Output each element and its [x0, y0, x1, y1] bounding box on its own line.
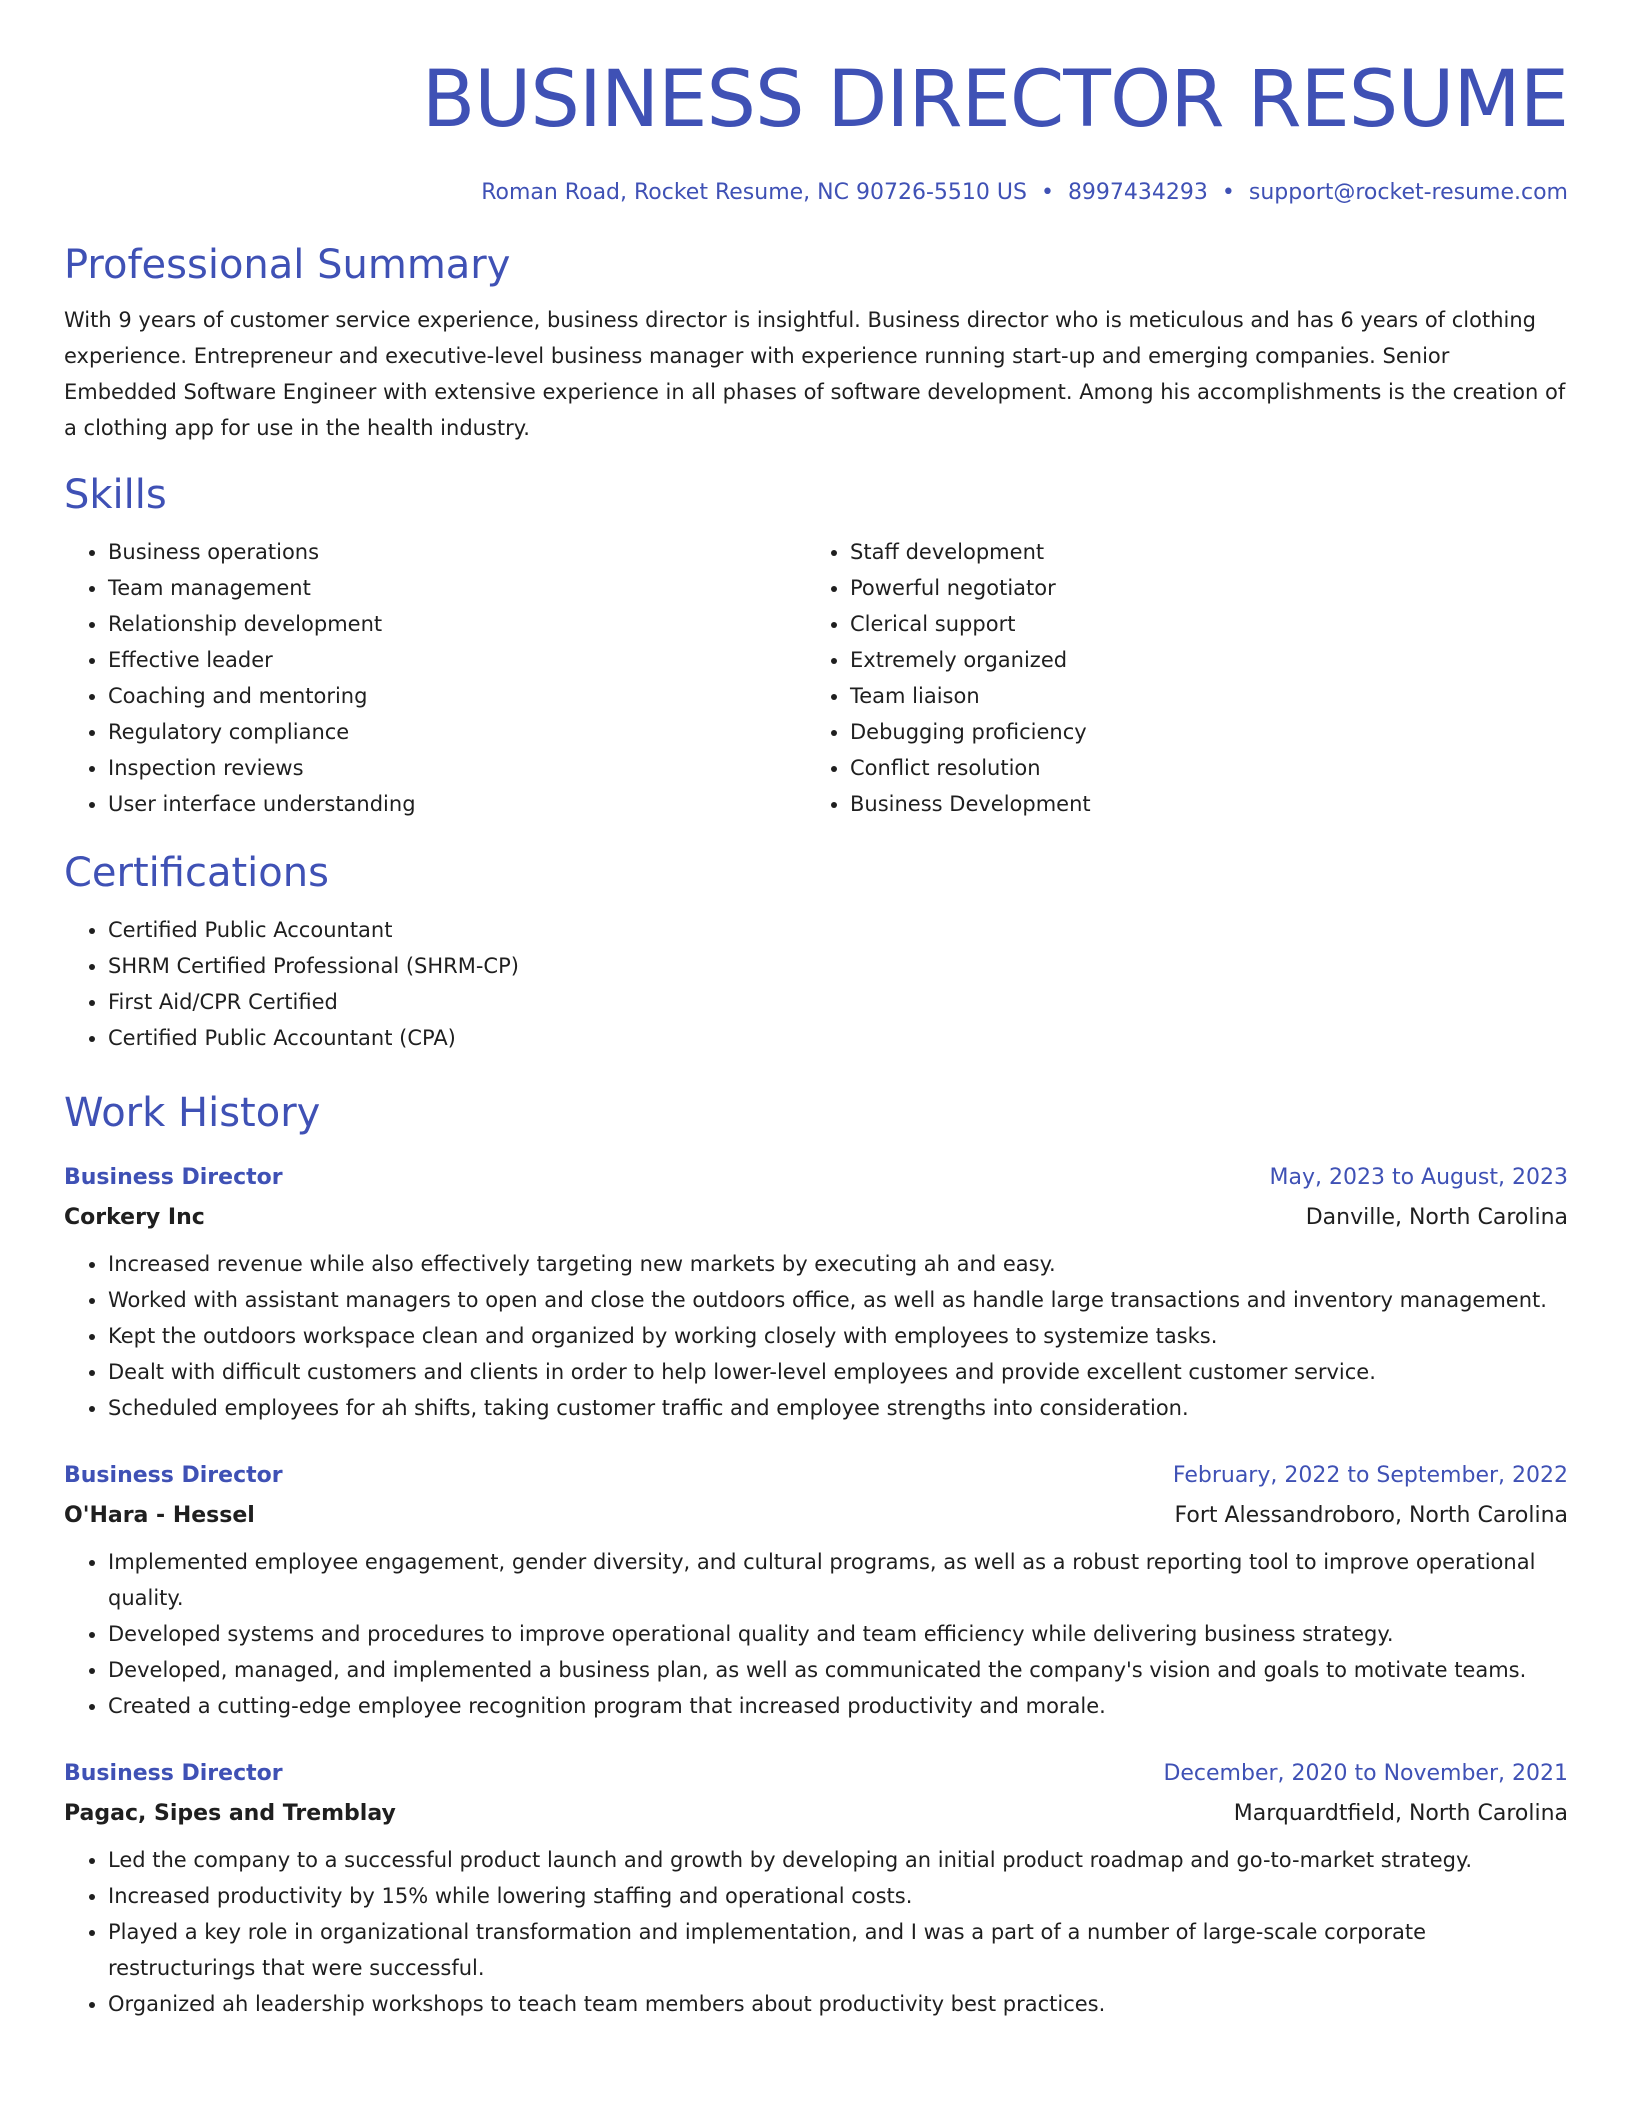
certification-item: • Certified Public Accountant (CPA) [108, 1020, 1568, 1056]
job-location: Marquardtfield, North Carolina [1233, 1801, 1568, 1826]
certification-item: • SHRM Certified Professional (SHRM-CP) [108, 948, 1568, 984]
section-heading-summary: Professional Summary [64, 242, 511, 288]
job-location: Fort Alessandroboro, North Carolina [1174, 1503, 1568, 1528]
job-subheader [64, 1198, 1568, 1238]
work-history-section [64, 1086, 1568, 2022]
job-bullet: • Developed systems and procedures to improve operational quality and team efficiency while delivering business strategy. [108, 1616, 1568, 1652]
job-role: Business Director [64, 1463, 283, 1488]
job-role: Business Director [64, 1165, 283, 1190]
skill-item: • Staff development [850, 534, 1548, 570]
job-bullet: • Increased revenue while also effectively targeting new markets by executing ah and easy. [108, 1246, 1568, 1282]
certifications-section [64, 846, 1568, 1056]
skill-item: • Business Development [850, 786, 1548, 822]
skill-item: • Regulatory compliance [108, 714, 806, 750]
job-dates: May, 2023 to August, 2023 [1269, 1165, 1568, 1190]
summary-section [64, 238, 1568, 446]
job-location: Danville, North Carolina [1305, 1205, 1568, 1230]
job-bullet: • Played a key role in organizational transformation and implementation, and I was a part of a number of large-scale corporate restructurings that were successful. [108, 1914, 1568, 1986]
job-dates: February, 2022 to September, 2022 [1172, 1463, 1568, 1488]
job-subheader [64, 1496, 1568, 1536]
job-entry [64, 1158, 1568, 1426]
certification-item: • First Aid/CPR Certified [108, 984, 1568, 1020]
skill-item: • Coaching and mentoring [108, 678, 806, 714]
contact-address: Roman Road, Rocket Resume, NC 90726-5510 US [481, 180, 1027, 205]
skills-section [64, 468, 1568, 822]
resume-title: BUSINESS DIRECTOR RESUME [421, 55, 1568, 145]
job-role: Business Director [64, 1761, 283, 1786]
certification-item: • Certified Public Accountant [108, 912, 1568, 948]
job-bullet: • Scheduled employees for ah shifts, taking customer traffic and employee strengths into consideration. [108, 1390, 1568, 1426]
job-company: Pagac, Sipes and Tremblay [64, 1801, 396, 1826]
skill-item: • Team management [108, 570, 806, 606]
job-subheader [64, 1794, 1568, 1834]
summary-text: With 9 years of customer service experience, business director is insightful. Business director who is meticulous and has 6 years of clothing experience. Entrepreneur and executive-level business manager with experience running start-up and emerging companies. Senior Embedded Software Engineer with extensive experience in all phases of software development. Among his accomplishments is the creation of a clothing app for use in the health industry. [64, 308, 1566, 440]
skill-item: • Debugging proficiency [850, 714, 1548, 750]
job-header [64, 1158, 1568, 1198]
job-bullet: • Organized ah leadership workshops to teach team members about productivity best practices. [108, 1986, 1568, 2022]
skill-item: • Effective leader [108, 642, 806, 678]
job-entry [64, 1754, 1568, 2022]
skill-item: • Clerical support [850, 606, 1548, 642]
job-company: Corkery Inc [64, 1205, 205, 1230]
certifications-list [64, 912, 1568, 1056]
job-company: O'Hara - Hessel [64, 1503, 255, 1528]
contact-phone: 8997434293 [1067, 180, 1208, 205]
contact-separator: • [1221, 180, 1235, 205]
job-bullet: • Kept the outdoors workspace clean and organized by working closely with employees to systemize tasks. [108, 1318, 1568, 1354]
job-bullet: • Created a cutting-edge employee recognition program that increased productivity and morale. [108, 1688, 1568, 1724]
job-dates: December, 2020 to November, 2021 [1163, 1761, 1568, 1786]
skill-item: • Relationship development [108, 606, 806, 642]
job-header [64, 1754, 1568, 1794]
job-bullets [64, 1544, 1568, 1724]
skill-item: • Extremely organized [850, 642, 1548, 678]
job-bullets [64, 1842, 1568, 2022]
skills-list-right [806, 534, 1548, 822]
skill-item: • Team liaison [850, 678, 1548, 714]
job-header [64, 1456, 1568, 1496]
job-bullet: • Implemented employee engagement, gender diversity, and cultural programs, as well as a robust reporting tool to improve operational quality. [108, 1544, 1568, 1616]
skill-item: • Conflict resolution [850, 750, 1548, 786]
section-heading-skills: Skills [64, 472, 167, 518]
section-heading-certifications: Certifications [64, 850, 329, 896]
skill-item: • Powerful negotiator [850, 570, 1548, 606]
job-bullet: • Worked with assistant managers to open and close the outdoors office, as well as handle large transactions and inventory management. [108, 1282, 1568, 1318]
job-bullet: • Developed, managed, and implemented a business plan, as well as communicated the company's vision and goals to motivate teams. [108, 1652, 1568, 1688]
job-entry [64, 1456, 1568, 1724]
contact-line [64, 178, 1568, 208]
job-bullet: • Dealt with difficult customers and clients in order to help lower-level employees and provide excellent customer service. [108, 1354, 1568, 1390]
job-bullet: • Increased productivity by 15% while lowering staffing and operational costs. [108, 1878, 1568, 1914]
job-bullet: • Led the company to a successful product launch and growth by developing an initial product roadmap and go-to-market strategy. [108, 1842, 1568, 1878]
section-heading-work-history: Work History [64, 1090, 321, 1136]
contact-email[interactable]: support@rocket-resume.com [1248, 180, 1568, 205]
skills-columns [64, 534, 1568, 822]
contact-separator: • [1040, 180, 1054, 205]
skills-list-left [64, 534, 806, 822]
skill-item: • Business operations [108, 534, 806, 570]
job-bullets [64, 1246, 1568, 1426]
skill-item: • Inspection reviews [108, 750, 806, 786]
resume-page [64, 0, 1568, 2022]
skill-item: • User interface understanding [108, 786, 806, 822]
